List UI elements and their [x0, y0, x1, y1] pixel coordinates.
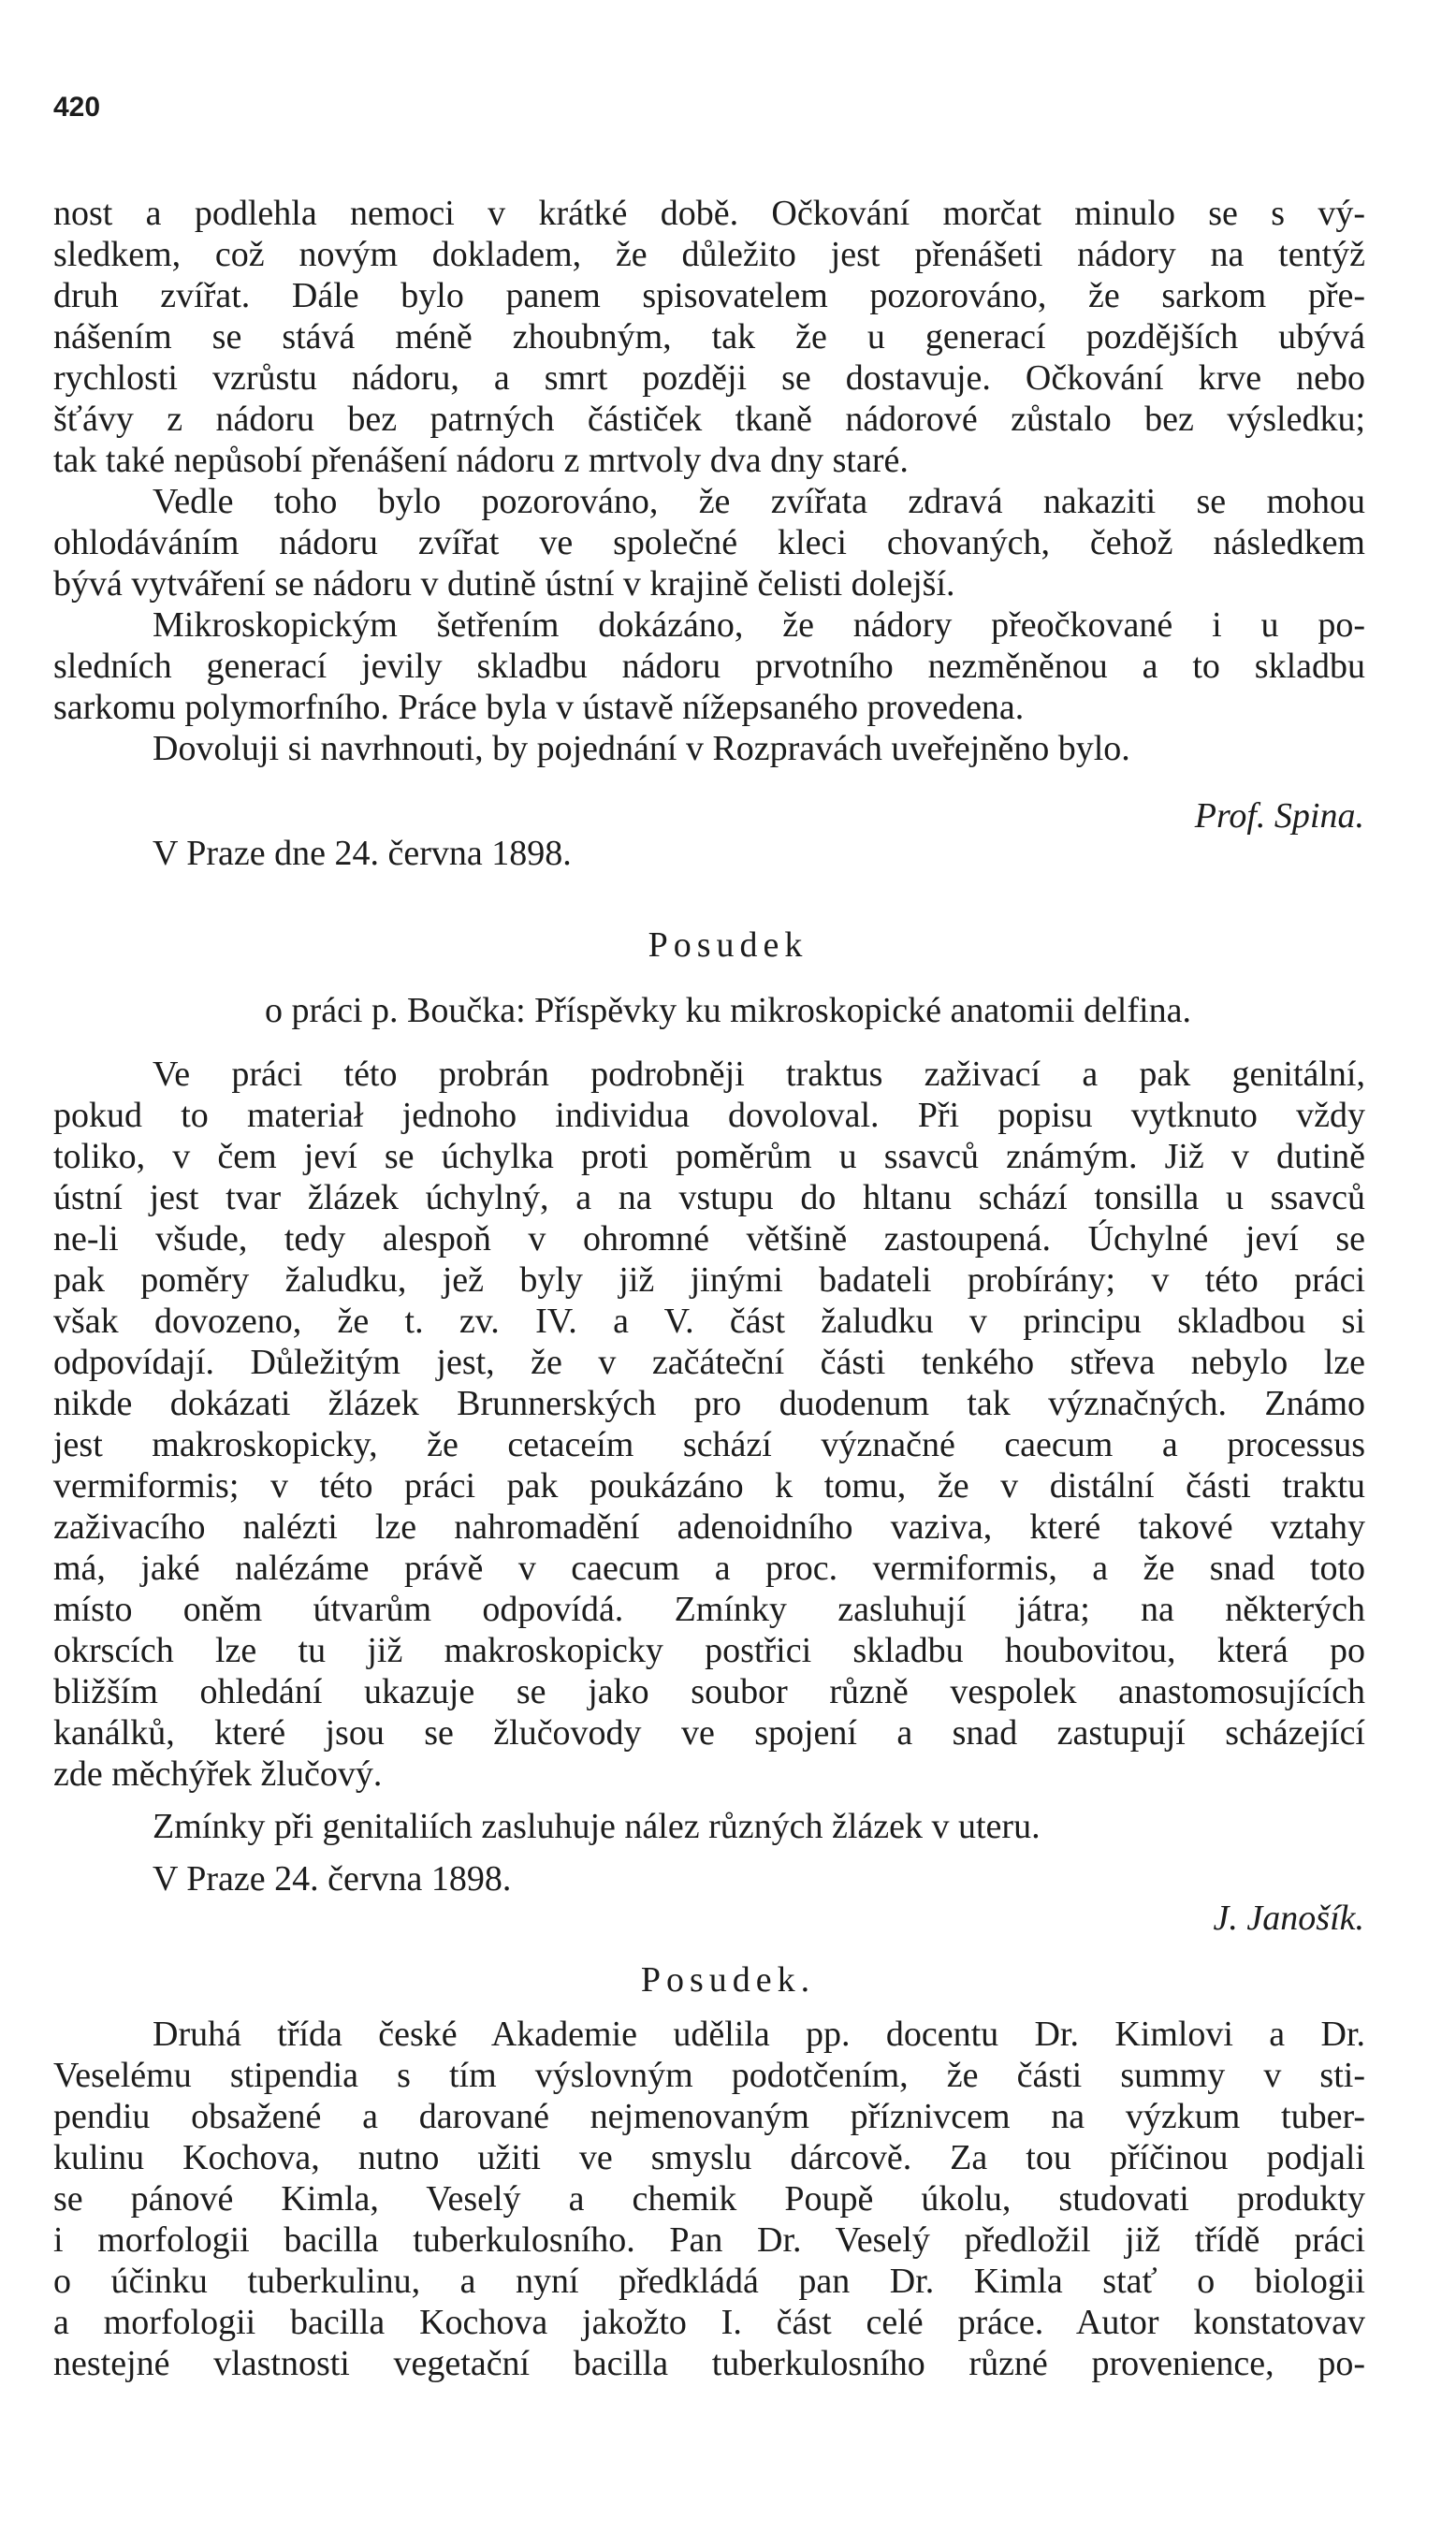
text-line: rychlosti vzrůstu nádoru, a smrt později se dostavuje. Očkování krve nebo — [53, 358, 1365, 398]
text-line: druh zvířat. Dále bylo panem spisovatelem pozorováno, že sarkom pře- — [53, 276, 1365, 315]
text-line: Vedle toho bylo pozorováno, že zvířata zdravá nakaziti se mohou — [153, 482, 1365, 521]
section-subtitle: o práci p. Boučka: Příspěvky ku mikroskopické anatomii delfina. — [265, 991, 1191, 1030]
text-line: Dovoluji si navrhnouti, by pojednání v Rozpravách uveřejněno bylo. — [153, 729, 1130, 768]
text-line: Veselému stipendia s tím výslovným podotčením, že části summy v sti- — [53, 2056, 1365, 2095]
text-line: má, jaké nalézáme právě v caecum a proc. vermiformis, a že snad toto — [53, 1549, 1365, 1588]
text-line: toliko, v čem jeví se úchylka proti poměrům u ssavců známým. Již v dutině — [53, 1137, 1365, 1176]
text-line: a morfologii bacilla Kochova jakožto I. část celé práce. Autor konstatovav — [53, 2303, 1365, 2342]
text-line: Druhá třída české Akademie udělila pp. docentu Dr. Kimlovi a Dr. — [153, 2015, 1365, 2054]
text-line: tak také nepůsobí přenášení nádoru z mrtvoly dva dny staré. — [53, 441, 909, 480]
text-line: i morfologii bacilla tuberkulosního. Pan Dr. Veselý předložil již třídě práci — [53, 2220, 1365, 2260]
text-line: Ve práci této probrán podrobněji traktus zaživací a pak genitální, — [153, 1055, 1365, 1094]
text-line: bližším ohledání ukazuje se jako soubor různě vespolek anastomosujících — [53, 1672, 1365, 1711]
text-line: pokud to materiał jednoho individua dovoloval. Při popisu vytknuto vždy — [53, 1096, 1365, 1135]
text-line: pendiu obsažené a darované nejmenovaným příznivcem na výzkum tuber- — [53, 2097, 1365, 2136]
text-line: okrscích lze tu již makroskopicky postřici skladbu houbovitou, která po — [53, 1631, 1365, 1670]
text-line: o účinku tuberkulinu, a nyní předkládá pan Dr. Kimla stať o biologii — [53, 2262, 1365, 2301]
text-line: nášením se stává méně zhoubným, tak že u generací pozdějších ubývá — [53, 317, 1365, 357]
text-line: kulinu Kochova, nutno užiti ve smyslu dárcově. Za tou příčinou podjali — [53, 2138, 1365, 2177]
text-line: Mikroskopickým šetřením dokázáno, že nádory přeočkované i u po- — [153, 605, 1365, 645]
text-line: Zmínky při genitaliích zasluhuje nález různých žlázek v uteru. — [153, 1807, 1041, 1846]
signature-janosik: J. Janošík. — [1213, 1899, 1364, 1938]
text-line: šťávy z nádoru bez patrných částiček tkaně nádorové zůstalo bez výsledku; — [53, 400, 1365, 439]
text-line: kanálků, které jsou se žlučovody ve spojení a snad zastupují scházející — [53, 1713, 1365, 1753]
text-line: sledních generací jevily skladbu nádoru prvotního nezměněnou a to skladbu — [53, 647, 1365, 686]
section-heading: Posudek. — [640, 1960, 816, 2000]
text-line: zde měchýřek žlučový. — [53, 1754, 383, 1794]
text-line: jest makroskopicky, že cetaceím schází význačné caecum a processus — [53, 1425, 1365, 1464]
text-line: pak poměry žaludku, jež byly již jinými badateli probírány; v této práci — [53, 1260, 1365, 1300]
text-line: nikde dokázati žlázek Brunnerských pro duodenum tak význačných. Známo — [53, 1384, 1365, 1423]
text-line: místo oněm útvarům odpovídá. Zmínky zasluhují játra; na některých — [53, 1590, 1365, 1629]
text-line: sledkem, což novým dokladem, že důležito jest přenášeti nádory na tentýž — [53, 235, 1365, 274]
text-line: bývá vytváření se nádoru v dutině ústní v krajině čelisti dolejší. — [53, 564, 955, 604]
date-line: V Praze dne 24. června 1898. — [153, 834, 572, 873]
text-line: ústní jest tvar žlázek úchylný, a na vstupu do hltanu schází tonsilla u ssavců — [53, 1178, 1365, 1217]
text-line: zaživacího nalézti lze nahromadění adenoidního vaziva, které takové vztahy — [53, 1507, 1365, 1547]
text-line: nestejné vlastnosti vegetační bacilla tuberkulosního různé provenience, po- — [53, 2344, 1365, 2383]
page-number: 420 — [53, 92, 101, 123]
text-line: ohlodáváním nádoru zvířat ve společné kleci chovaných, čehož následkem — [53, 523, 1365, 562]
signature-spina: Prof. Spina. — [1194, 796, 1364, 836]
text-line: nost a podlehla nemoci v krátké době. Očkování morčat minulo se s vý- — [53, 194, 1365, 233]
text-line: sarkomu polymorfního. Práce byla v ústavě nížepsaného provedena. — [53, 688, 1025, 727]
section-heading: Posudek — [648, 925, 808, 965]
text-line: odpovídají. Důležitým jest, že v začáteční části tenkého střeva nebylo lze — [53, 1343, 1365, 1382]
text-line: však dovozeno, že t. zv. IV. a V. část žaludku v principu skladbou si — [53, 1302, 1365, 1341]
text-line: se pánové Kimla, Veselý a chemik Poupě úkolu, studovati produkty — [53, 2179, 1365, 2219]
text-line: vermiformis; v této práci pak poukázáno k tomu, že v distální části traktu — [53, 1466, 1365, 1506]
text-line: ne-li všude, tedy alespoň v ohromné většině zastoupená. Úchylné jeví se — [53, 1219, 1365, 1259]
date-line: V Praze 24. června 1898. — [153, 1859, 512, 1899]
